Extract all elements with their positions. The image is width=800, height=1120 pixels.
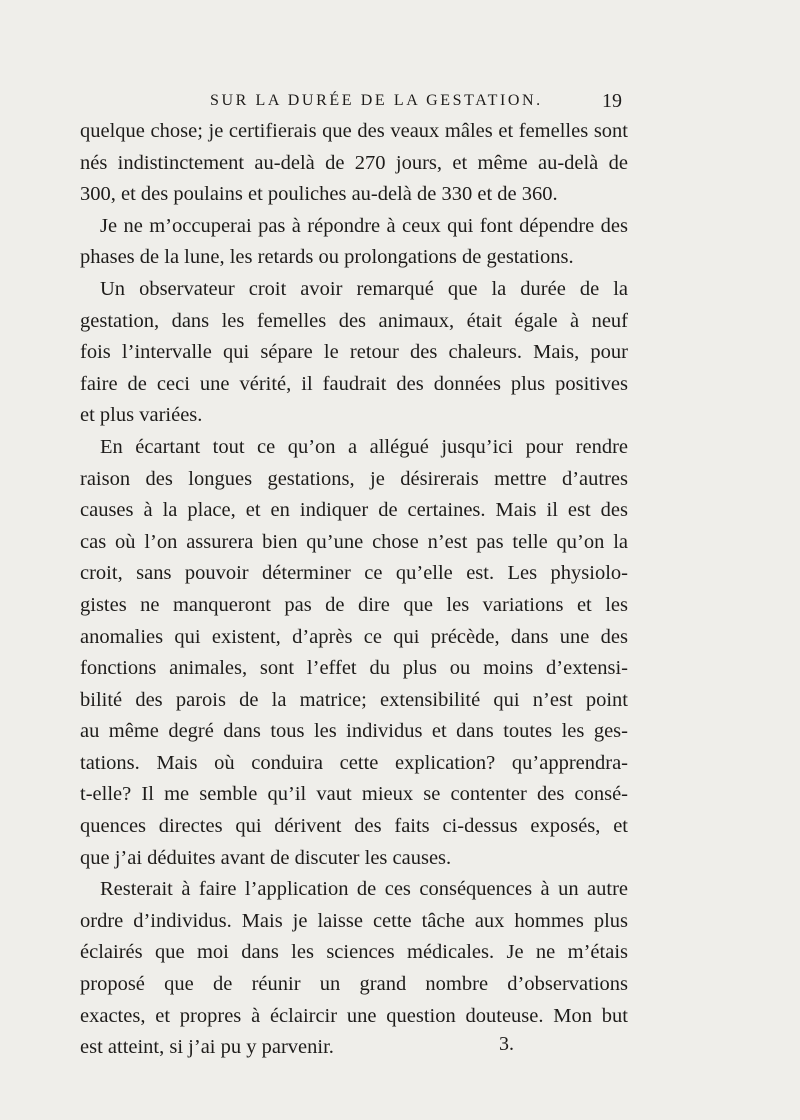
text-line: gistes ne manqueront pas de dire que les variations et les xyxy=(80,593,628,616)
text-line: éclairés que moi dans les sciences médicales. Je ne m’étais xyxy=(80,941,628,964)
text-line: En écartant tout ce qu’on a allégué jusqu’ici pour rendre xyxy=(100,435,628,458)
text-line: que j’ai déduites avant de discuter les causes. xyxy=(80,846,452,869)
text-line: ordre d’individus. Mais je laisse cette tâche aux hommes plus xyxy=(80,909,628,932)
text-line: Resterait à faire l’application de ces conséquences à un autre xyxy=(100,878,628,901)
text-line: croit, sans pouvoir déterminer ce qu’elle est. Les physiolo- xyxy=(80,562,628,585)
page-number: 19 xyxy=(602,90,622,112)
text-line: Un observateur croit avoir remarqué que la durée de la xyxy=(100,277,628,300)
text-line: phases de la lune, les retards ou prolongations de gestations. xyxy=(80,246,574,269)
text-line: raison des longues gestations, je désirerais mettre d’autres xyxy=(80,467,628,490)
text-line: tations. Mais où conduira cette explication? qu’apprendra- xyxy=(80,751,628,774)
text-line: faire de ceci une vérité, il faudrait des données plus positives xyxy=(80,372,628,395)
text-line: fonctions animales, sont l’effet du plus ou moins d’extensi- xyxy=(80,657,628,680)
text-line: nés indistinctement au-delà de 270 jours, et même au-delà de xyxy=(80,151,628,174)
body-text xyxy=(80,116,628,1064)
text-line: au même degré dans tous les individus et dans toutes les ges- xyxy=(80,720,628,743)
text-line: gestation, dans les femelles des animaux, était égale à neuf xyxy=(80,309,628,332)
running-header: SUR LA DURÉE DE LA GESTATION. xyxy=(210,92,543,109)
text-line: t-elle? Il me semble qu’il vaut mieux se contenter des consé- xyxy=(80,783,628,806)
text-line: proposé que de réunir un grand nombre d’observations xyxy=(80,973,628,996)
text-line: quelque chose; je certifierais que des veaux mâles et femelles sont xyxy=(80,120,628,142)
text-line: causes à la place, et en indiquer de certaines. Mais il est des xyxy=(80,499,628,522)
text-line: bilité des parois de la matrice; extensibilité qui n’est point xyxy=(80,688,628,711)
text-line: et plus variées. xyxy=(80,404,203,427)
text-line: 300, et des poulains et pouliches au-delà de 330 et de 360. xyxy=(80,183,558,206)
text-line: cas où l’on assurera bien qu’une chose n’est pas telle qu’on la xyxy=(80,530,628,553)
text-line: est atteint, si j’ai pu y parvenir. xyxy=(80,1036,334,1059)
text-line: anomalies qui existent, d’après ce qui précède, dans une des xyxy=(80,625,628,648)
signature-mark: 3. xyxy=(499,1033,514,1055)
text-line: exactes, et propres à éclaircir une question douteuse. Mon but xyxy=(80,1004,628,1027)
text-line: fois l’intervalle qui sépare le retour des chaleurs. Mais, pour xyxy=(80,341,628,364)
text-line: quences directes qui dérivent des faits ci-dessus exposés, et xyxy=(80,815,628,838)
text-line: Je ne m’occuperai pas à répondre à ceux qui font dépendre des xyxy=(100,214,628,237)
